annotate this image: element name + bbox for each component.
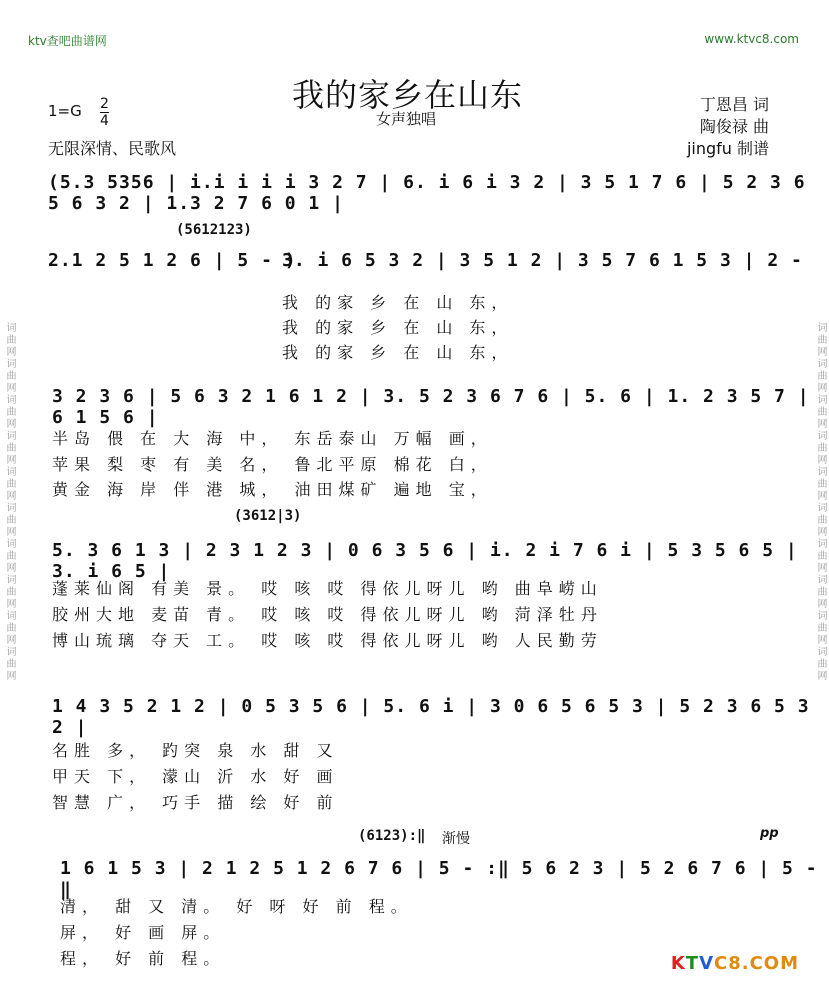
site-watermark-left: ktv查吧曲谱网 [28, 34, 107, 48]
lyricist-credit: 丁恩昌 词 [699, 95, 769, 114]
meter-bottom: 4 [100, 113, 109, 129]
score-line-4: 5. 3 6 1 3 | 2 3 1 2 3 | 0 6 3 5 6 | i. 2 i 7 6 i | 5 3 5 6 5 | 3. i 6 5 | [52, 540, 798, 582]
expression-mark: 无限深情、民歌风 [48, 139, 177, 158]
song-subtitle: 女声独唱 [376, 110, 437, 128]
ornament-note-1: (5612123) [176, 222, 252, 238]
score-line-3: 3 2 3 6 | 5 6 3 2 1 6 1 2 | 3. 5 2 3 6 7 6 | 5. 6 | 1. 2 3 5 7 | 6 1 5 6 | [52, 386, 810, 428]
side-watermark-left: 词曲网词曲网词曲网词曲网词曲网词曲网词曲网词曲网词曲网词曲网 [4, 322, 15, 682]
lyrics-3-verse-2: 苹果 梨 枣 有 美 名， 鲁北平原 棉花 白， [52, 455, 493, 474]
song-title: 我的家乡在山东 [292, 76, 524, 114]
meter-top: 2 [100, 96, 109, 112]
logo-letter-k: K [670, 953, 686, 974]
ornament-note-2: (3612|3) [234, 508, 302, 524]
lyrics-2-verse-1: 我 的家 乡 在 山 东， [282, 293, 514, 312]
side-watermark-right: 词曲网词曲网词曲网词曲网词曲网词曲网词曲网词曲网词曲网词曲网 [815, 322, 826, 682]
composer-credit: 陶俊禄 曲 [699, 117, 769, 136]
time-signature [100, 96, 109, 129]
lyrics-5-verse-3: 智慧 广， 巧手 描 绘 好 前 [52, 793, 339, 812]
lyrics-6-verse-3: 程， 好 前 程。 [60, 949, 226, 968]
key-signature: 1=G [48, 102, 82, 120]
site-logo [671, 953, 799, 974]
lyrics-2-verse-2: 我 的家 乡 在 山 东， [282, 318, 514, 337]
lyrics-2-verse-3: 我 的家 乡 在 山 东， [282, 343, 514, 362]
score-line-5: 1 4 3 5 2 1 2 | 0 5 3 5 6 | 5. 6 i | 3 0 6 5 6 5 3 | 5 2 3 6 5 3 2 | [52, 696, 810, 738]
lyrics-6-verse-1: 清， 甜 又 清。 好 呀 好 前 程。 [60, 897, 413, 916]
site-watermark-right: www.ktvc8.com [704, 32, 799, 46]
lyrics-6-verse-2: 屏， 好 画 屏。 [60, 923, 226, 942]
dynamic-mark: pp [760, 826, 779, 841]
lyrics-5-verse-2: 甲天 下， 濛山 沂 水 好 画 [52, 767, 339, 786]
ornament-note-3: (6123):‖ [358, 828, 426, 844]
lyrics-4-verse-1: 蓬莱仙阁 有美 景。 哎 咳 哎 得依儿呀儿 哟 曲阜崂山 [52, 579, 603, 598]
tempo-mark: 渐慢 [442, 831, 470, 847]
lyrics-4-verse-3: 博山琉璃 夺天 工。 哎 咳 哎 得依儿呀儿 哟 人民勤劳 [52, 631, 603, 650]
lyrics-5-verse-1: 名胜 多， 趵突 泉 水 甜 又 [52, 741, 339, 760]
lyrics-4-verse-2: 胶州大地 麦苗 青。 哎 咳 哎 得依儿呀儿 哟 菏泽牡丹 [52, 605, 603, 624]
score-line-2: 3. i 6 5 3 2 | 3 5 1 2 | 3 5 7 6 1 5 3 | 2 - [282, 250, 803, 271]
logo-letter-t: T [685, 953, 700, 974]
arranger-credit: jingfu 制谱 [686, 139, 769, 158]
logo-rest: C8.COM [714, 953, 799, 974]
lyrics-3-verse-3: 黄金 海 岸 伴 港 城， 油田煤矿 遍地 宝， [52, 480, 493, 499]
lyrics-3-verse-1: 半岛 偎 在 大 海 中， 东岳泰山 万幅 画， [52, 429, 493, 448]
logo-letter-v: V [699, 953, 714, 974]
score-line-1: (5.3 5356 | i.i i i i 3 2 7 | 6. i 6 i 3 2 | 3 5 1 7 6 | 5 2 3 6 5 6 3 2 | 1.3 2 7 6 0 1 | [48, 172, 806, 214]
score-line-6: 1 6 1 5 3 | 2 1 2 5 1 2 6 7 6 | 5 - :‖ 5 6 2 3 | 5 2 6 7 6 | 5 - ‖ [60, 858, 818, 900]
score-line-2-intro: 2.1 2 5 1 2 6 | 5 - ) [48, 250, 297, 271]
